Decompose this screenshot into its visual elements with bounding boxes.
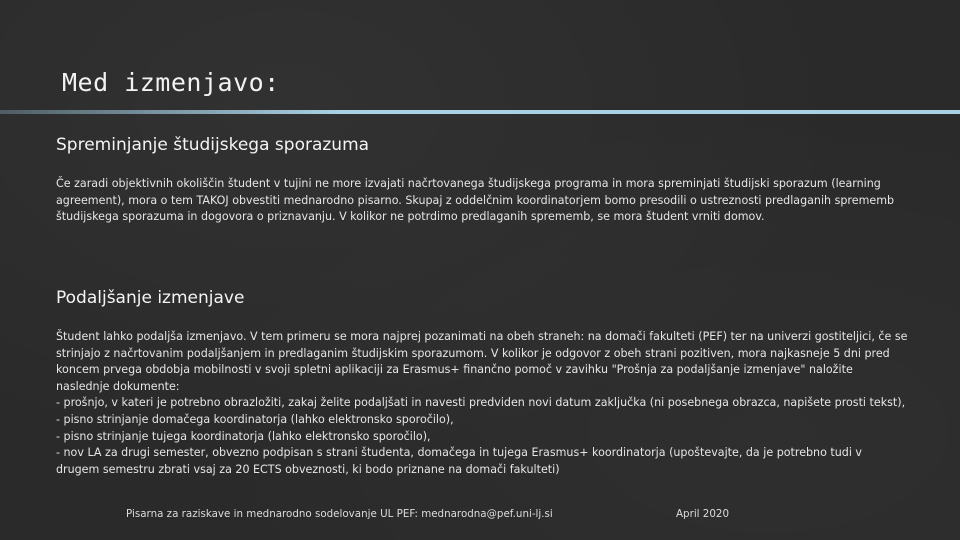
list-item-home-coordinator: - pisno strinjanje domačega koordinatorja (lahko elektronsko sporočilo), xyxy=(56,412,454,426)
paragraph-agreement: Če zaradi objektivnih okoliščin študent v tujini ne more izvajati načrtovanega študijskega programa in mora spreminjati študijski sporazum (learning agreement), mora o tem TAKOJ obvestiti mednarodno pisarno. Skupaj z oddelčnim koordinatorjem bomo presodili o ustreznosti predlaganih sprememb študijskega sporazuma in dogovora o priznavanju. V kolikor ne potrdimo predlaganih sprememb, se mora študent vrniti domov. xyxy=(56,177,895,224)
section-body-agreement xyxy=(56,176,908,226)
section-heading-extension: Podaljšanje izmenjave xyxy=(56,288,245,308)
list-item-new-la: - nov LA za drugi semester, obvezno podpisan s strani študenta, domačega in tujega Erasmus+ koordinatorja (upoštevajte, da je potrebno tudi v drugem semestru zbrati vsaj za 20 ECTS obveznosti, ki bodo priznane na domači fakulteti) xyxy=(56,446,862,476)
paragraph-extension-intro: Študent lahko podaljša izmenjavo. V tem primeru se mora najprej pozanimati na obeh straneh: na domači fakulteti (PEF) ter na univerzi gostiteljici, če se strinjajo z načrtovanim podaljšanjem in predlaganim študijskim sporazumom. V kolikor je odgovor z obeh strani pozitiven, mora najkasneje 5 dni pred koncem prvega obdobja mobilnosti v svoji spletni aplikaciji za Erasmus+ finančno pomoč v zavihku "Prošnja za podaljšanje izmenjave" naložite naslednje dokumente: xyxy=(56,330,908,393)
slide-title: Med izmenjavo: xyxy=(62,68,280,97)
section-heading-agreement: Spreminjanje študijskega sporazuma xyxy=(56,135,370,155)
list-item-foreign-coordinator: - pisno strinjanje tujega koordinatorja (lahko elektronsko sporočilo), xyxy=(56,429,431,443)
title-underline xyxy=(0,110,960,114)
footer-contact: Pisarna za raziskave in mednarodno sodelovanje UL PEF: mednarodna@pef.uni-lj.si xyxy=(126,508,553,520)
section-body-extension xyxy=(56,329,908,478)
footer-date: April 2020 xyxy=(676,508,730,520)
list-item-request: - prošnjo, v kateri je potrebno obrazložiti, zakaj želite podaljšati in navesti predviden novi datum zaključka (ni posebnega obrazca, napišete prosti tekst), xyxy=(56,396,906,410)
